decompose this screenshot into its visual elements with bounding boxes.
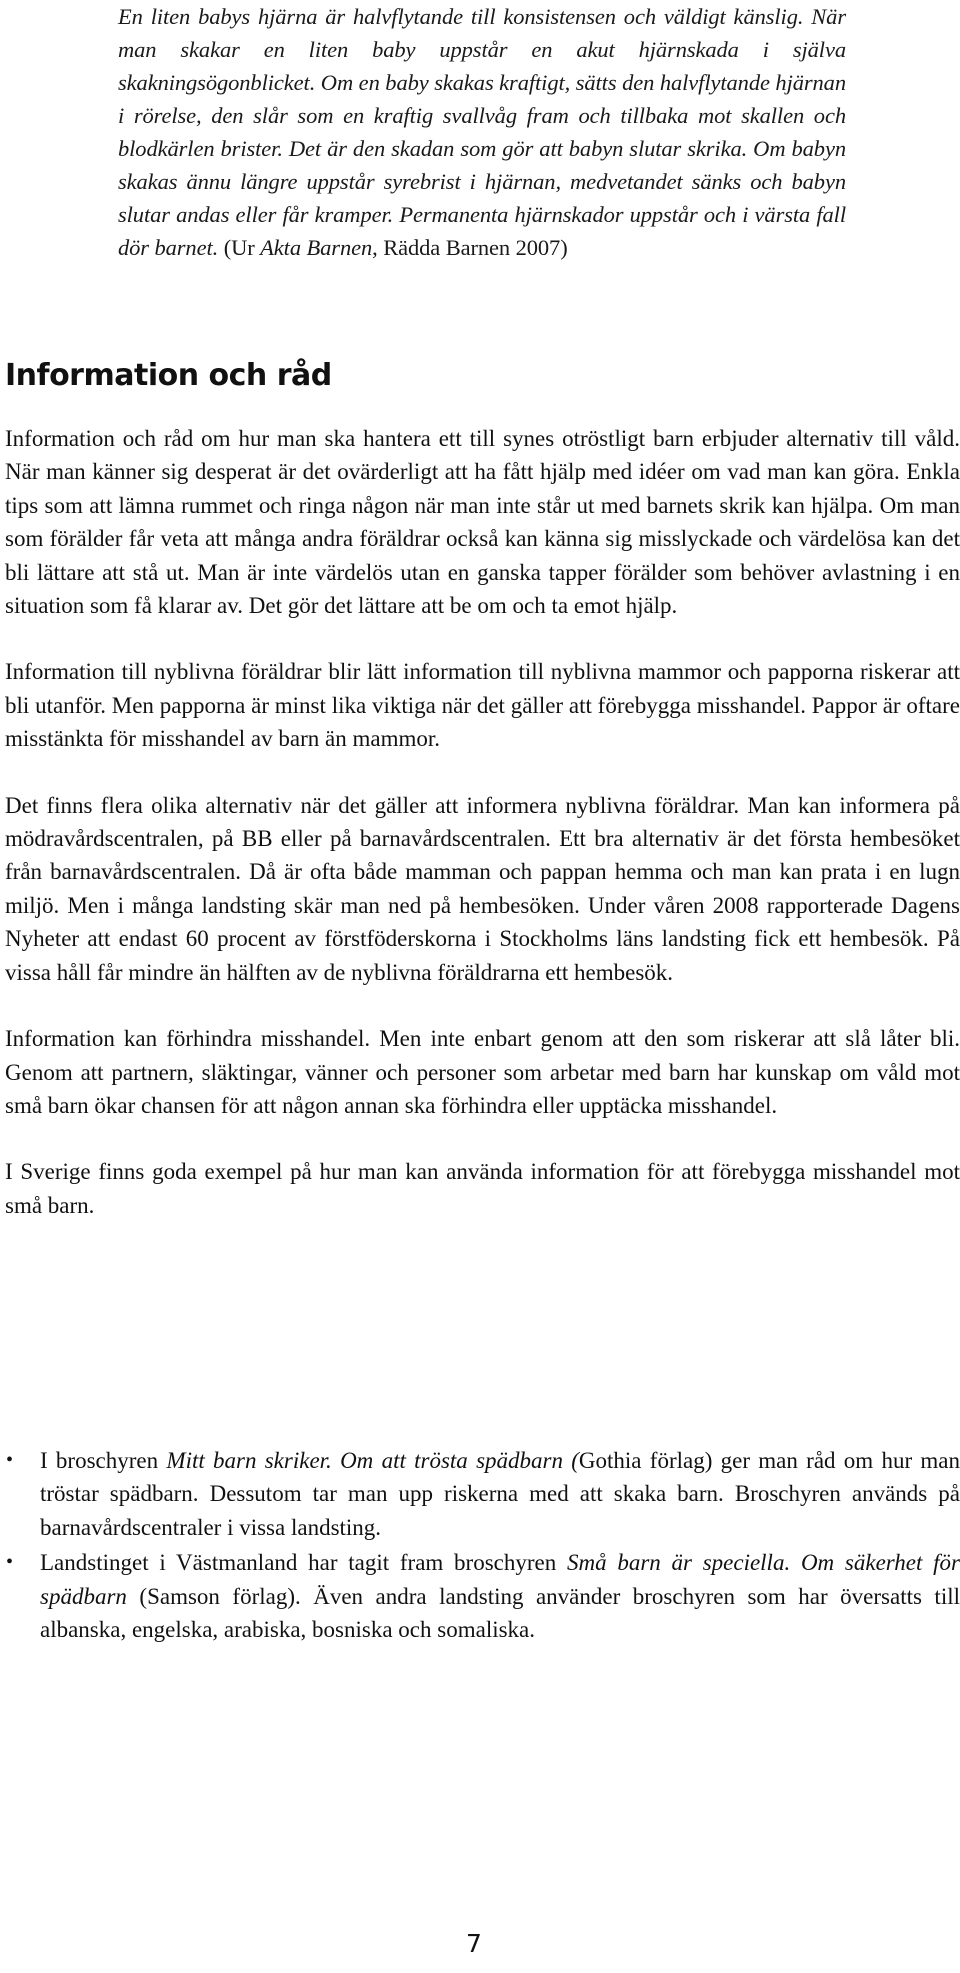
paragraph: I Sverige finns goda exempel på hur man kan använda information för att förebygga misshandel mot små barn. <box>5 1159 960 1218</box>
paragraph: Det finns flera olika alternativ när det gäller att informera nyblivna föräldrar. Man kan informera på mödravårdscentralen, på BB eller på barnavårdscentralen. Ett bra alternativ är det första hembesöket från barnavårdscentralen. Då är ofta både mamman och pappan hemma och man kan prata i en lugn miljö. Men i många landsting skär man ned på hembesöken. Under våren 2008 rapporterade Dagens Nyheter att endast 60 procent av förstföderskorna i Stockholms läns landsting fick ett hembesök. På vissa håll får mindre än hälften av de nyblivna föräldrarna ett hembesök. <box>5 792 960 985</box>
quote-source-title: Akta Barnen <box>260 235 373 260</box>
page-number: 7 <box>466 1929 482 1958</box>
paragraph: Information kan förhindra misshandel. Men inte enbart genom att den som riskerar att slå låter bli. Genom att partnern, släktingar, vänner och personer som arbetar med barn har kunskap om våld mot små barn ökar chansen för att någon annan ska förhindra eller upptäcka misshandel. <box>5 1026 960 1118</box>
paragraph: Information till nyblivna föräldrar blir lätt information till nyblivna mammor och papporna riskerar att bli utanför. Men papporna är minst lika viktiga när det gäller att förebygga misshandel. Pappor är oftare misstänkta för misshandel av barn än mammor. <box>5 659 960 752</box>
brochure-title: Mitt barn skriker. Om att trösta spädbarn ( <box>166 1448 579 1473</box>
quote-text: En liten babys hjärna är halvflytande till konsistensen och väldigt känslig. När man skakar en liten baby uppstår en akut hjärnskada i själva skakningsögonblicket. Om en baby skakas kraftigt, sätts den halvflytande hjärnan i rörelse, den slår som en kraftig svallvåg fram och tillbaka mot skallen och blodkärlen brister. Det är den skadan som gör att babyn slutar skrika. Om babyn skakas ännu längre uppstår syrebrist i hjärnan, medvetandet sänks och babyn slutar andas eller får kramper. Permanenta hjärnskador uppstår och i värsta fall dör barnet. <box>118 4 846 260</box>
section-heading: Information och råd <box>5 358 332 393</box>
italic-quote-block <box>118 0 846 264</box>
quote-source: (Ur Akta Barnen, Rädda Barnen 2007) <box>223 235 568 260</box>
list-item: • I broschyren Mitt barn skriker. Om att trösta spädbarn (Gothia förlag) ger man råd om hur man tröstar spädbarn. Dessutom tar man upp riskerna med att skaka barn. Broschyren används på barnavårdscentraler i vissa landsting. <box>0 1444 960 1544</box>
bullet-list <box>0 1444 960 1648</box>
list-item: • Landstinget i Västmanland har tagit fram broschyren Små barn är speciella. Om säkerhet för spädbarn (Samson förlag). Även andra landsting använder broschyren som har översatts till albanska, engelska, arabiska, bosniska och somaliska. <box>0 1546 960 1646</box>
bullet-icon: • <box>6 1551 14 1574</box>
bullet-icon: • <box>6 1449 14 1471</box>
brochure-title: Små barn är speciella. Om säkerhet för spädbarn <box>40 1550 960 1609</box>
body-text <box>5 422 960 1255</box>
paragraph: Information och råd om hur man ska hantera ett till synes otröstligt barn erbjuder alternativ till våld. När man känner sig desperat är det ovärderligt att ha fått hjälp med idéer om vad man kan göra. Enkla tips som att lämna rummet och ringa någon när man inte står ut med barnets skrik kan hjälpa. Om man som förälder får veta att många andra föräldrar också kan känna sig misslyckade och värdelösa kan det bli lättare att stå ut. Man är inte värdelös utan en ganska tapper förälder som behöver avlastning i en situation som få klarar av. Det gör det lättare att be om och ta emot hjälp. <box>5 426 960 619</box>
